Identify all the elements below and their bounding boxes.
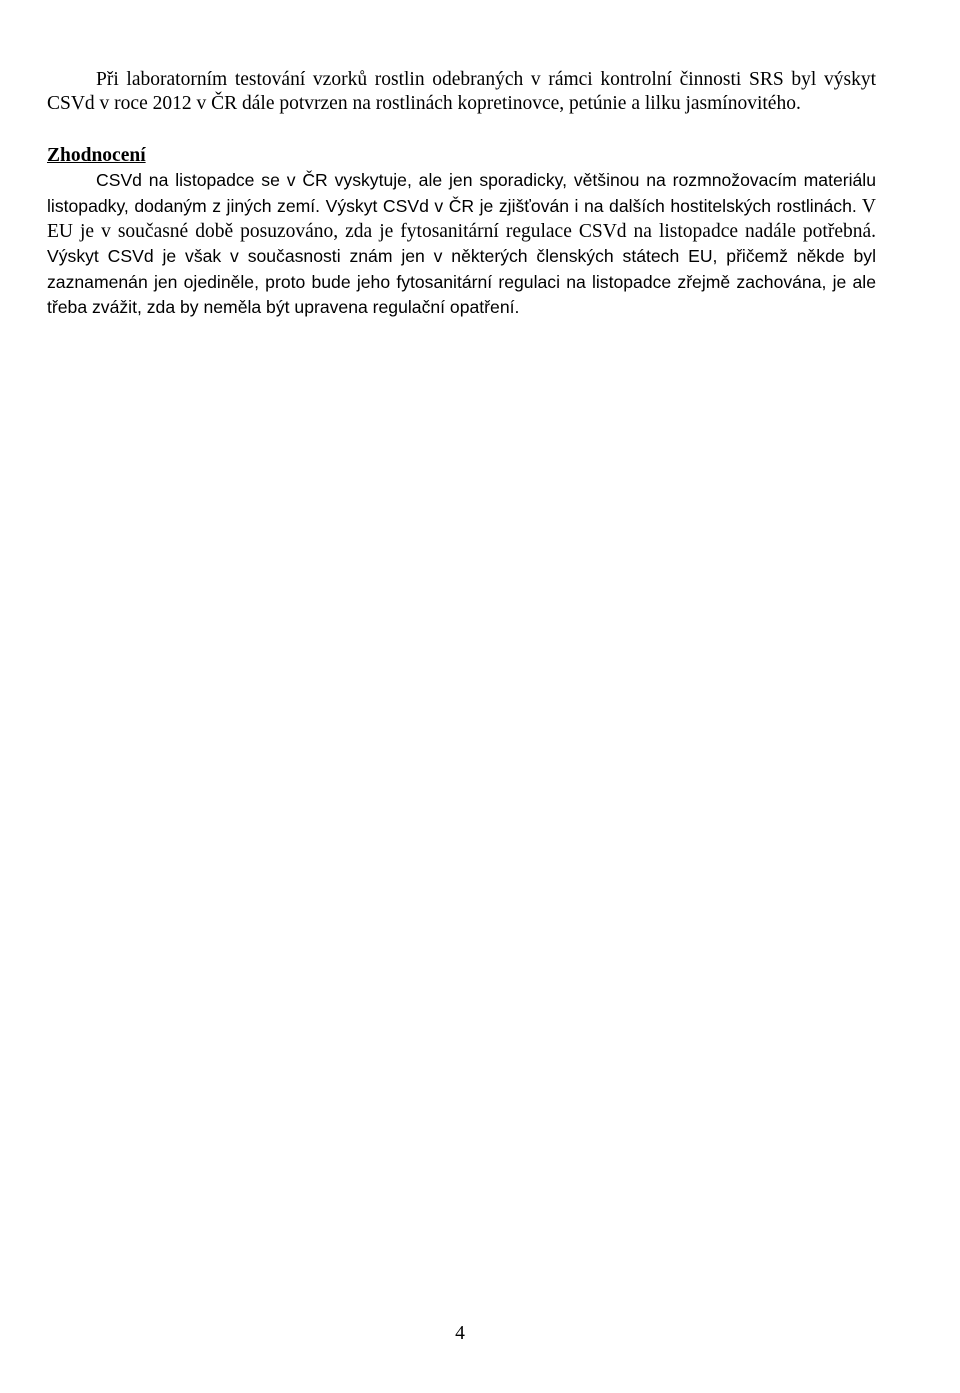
- evaluation-text-part-3: Výskyt CSVd je však v současnosti znám jen v některých členských státech EU, přičemž někde byl zaznamenán jen ojediněle, proto bude jeho fytosanitární regulaci na listopadce zřejmě zachována, je ale třeba zvážit, zda by neměla být upravena regulační opatření.: [47, 246, 876, 318]
- intro-paragraph: Při laboratorním testování vzorků rostlin odebraných v rámci kontrolní činnosti SRS byl výskyt CSVd v roce 2012 v ČR dále potvrzen na rostlinách kopretinovce, petúnie a lilku jasmínovitého.: [47, 69, 876, 115]
- document-body: [47, 68, 876, 321]
- page-number: 4: [455, 1323, 465, 1344]
- section-heading: Zhodnocení: [47, 144, 146, 166]
- evaluation-paragraph: [47, 168, 876, 320]
- evaluation-text-part-1: CSVd na listopadce se v ČR vyskytuje, ale jen sporadicky, většinou na rozmnožovacím materiálu listopadky, dodaným z jiných zemí. Výskyt CSVd v ČR je zjišťován i na dalších hostitelských rostlinách.: [47, 170, 876, 216]
- evaluation-text-part-2: V EU je v současné době posuzováno, zda je fytosanitární regulace CSVd na listopadce nadále potřebná.: [47, 195, 876, 243]
